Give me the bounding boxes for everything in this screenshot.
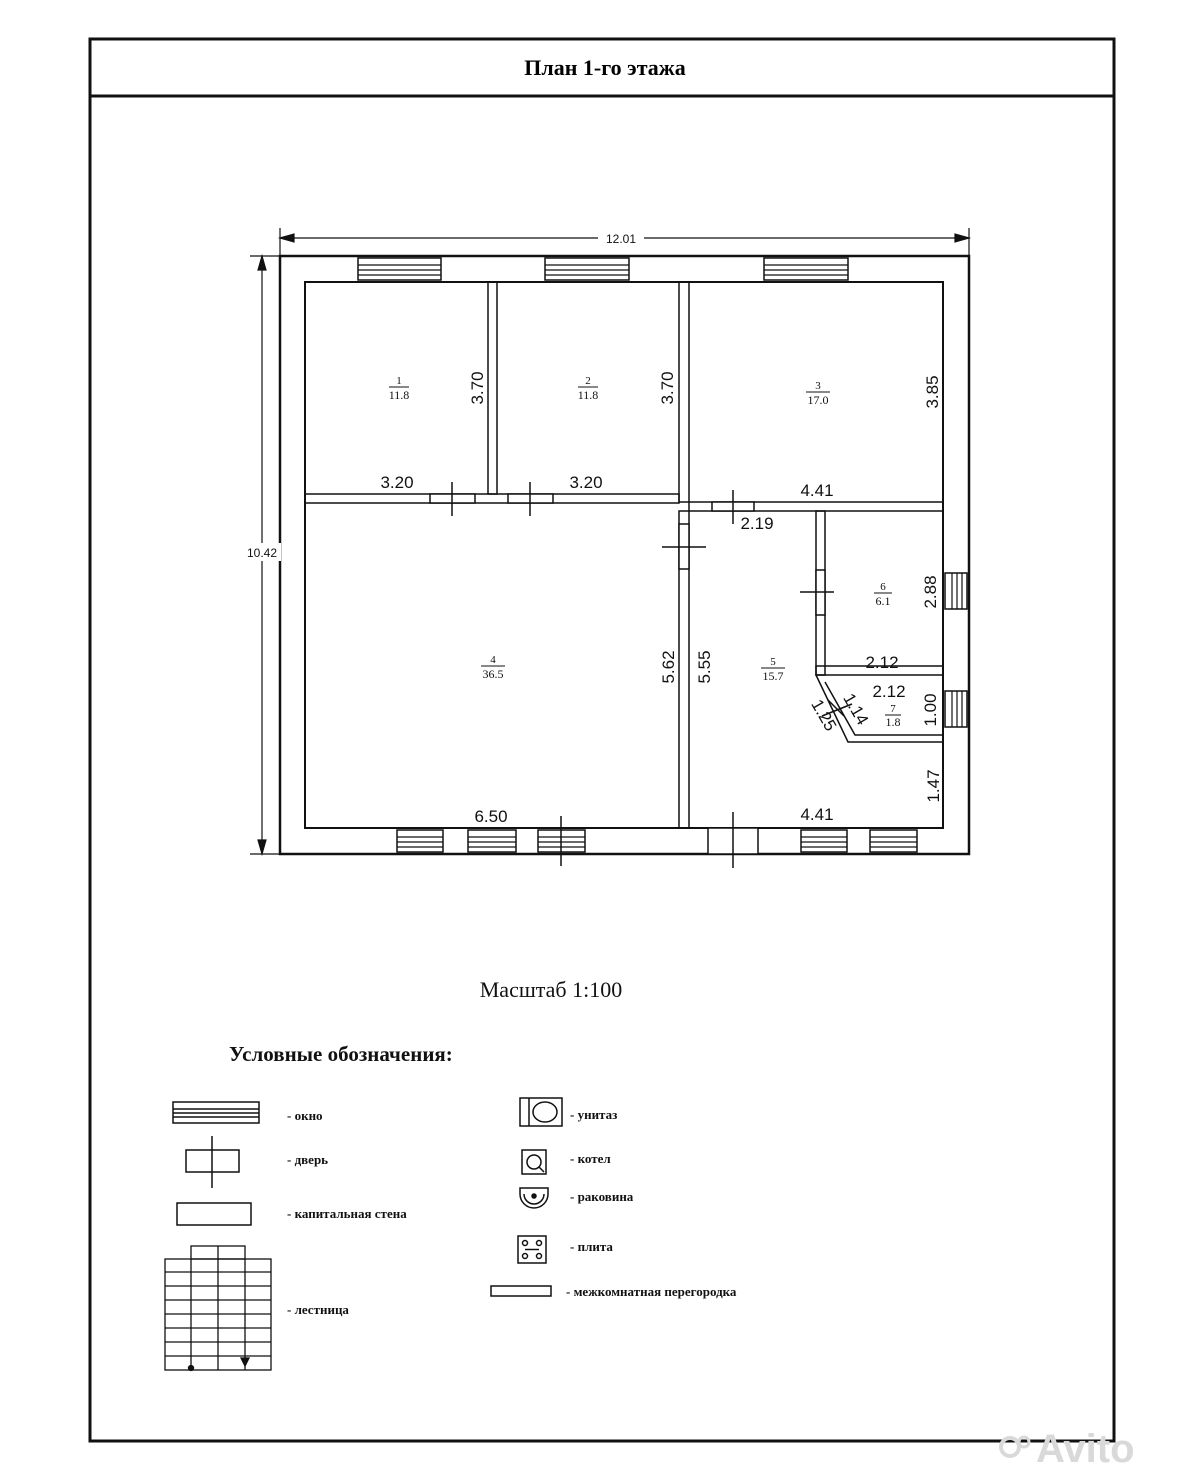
stove-icon [518, 1236, 546, 1263]
legend-label-boiler: - котел [570, 1151, 611, 1166]
door-icon [186, 1136, 239, 1188]
room7-width-label: 2.12 [872, 682, 906, 701]
room7-height-label: 1.00 [921, 693, 940, 727]
overall-width-label: 12.01 [605, 232, 637, 246]
page-title: План 1-го этажа [524, 55, 686, 80]
room3-width-label: 4.41 [800, 481, 834, 500]
window-right-1 [945, 573, 967, 609]
room-area: 15.7 [762, 669, 784, 683]
room-7-label [885, 703, 901, 729]
sheet-frame [90, 39, 1114, 1441]
stairs-icon [165, 1246, 271, 1371]
window-top-1 [358, 258, 441, 280]
door-room-1 [430, 482, 475, 516]
room-area: 17.0 [807, 393, 829, 407]
room-1-label [389, 375, 410, 402]
window-bottom-2 [468, 830, 516, 852]
window-bottom-4 [801, 830, 847, 852]
room-area: 36.5 [482, 667, 504, 681]
room-6-label [874, 581, 892, 608]
room2-width-label: 3.20 [569, 473, 603, 492]
east-lower-label: 1.47 [924, 769, 943, 803]
window-top-3 [764, 258, 848, 280]
room3-height-label: 3.85 [923, 375, 942, 409]
scale-label: Масштаб 1:100 [479, 977, 623, 1002]
room-number: 3 [815, 380, 821, 392]
capital-wall-icon [177, 1203, 251, 1225]
exterior-wall-outer [280, 256, 969, 854]
room-number: 4 [490, 654, 496, 666]
room-area: 11.8 [577, 388, 599, 402]
room6-height-label: 2.88 [921, 575, 940, 609]
legend-title: Условные обозначения: [229, 1042, 453, 1066]
window-right-2 [945, 691, 967, 727]
overall-height-label: 10.42 [246, 546, 278, 560]
window-icon [173, 1102, 259, 1123]
room6-width-label: 2.12 [865, 653, 899, 672]
window-top-2 [545, 258, 629, 280]
sink-icon [520, 1188, 548, 1208]
partition-2-3 [679, 282, 689, 502]
room7-diag-a-label: 1.14 [839, 690, 873, 729]
floor-plan [250, 228, 969, 868]
room-2-label [578, 375, 599, 402]
room4-width-label: 6.50 [474, 807, 508, 826]
room-number: 5 [770, 656, 776, 668]
toilet-icon [520, 1098, 562, 1126]
room2-height-label: 3.70 [658, 371, 677, 405]
corridor-top-label: 2.19 [740, 514, 774, 533]
room-number: 7 [890, 703, 896, 715]
room4-height-label: 5.62 [659, 650, 678, 684]
room-4-label [481, 654, 505, 681]
partition-1-2 [488, 282, 497, 494]
legend-label-door: - дверь [287, 1152, 329, 1167]
legend-label-stairs: - лестница [287, 1302, 349, 1317]
legend-label-partition: - межкомнатная перегородка [566, 1284, 737, 1299]
legend-label-stove: - плита [570, 1239, 613, 1254]
room-5-label [761, 656, 785, 683]
boiler-icon [522, 1150, 546, 1174]
room-area: 1.8 [885, 715, 901, 729]
window-bottom-5 [870, 830, 917, 852]
partition-icon [491, 1286, 551, 1296]
room-number: 2 [585, 375, 591, 387]
door-room-6 [800, 570, 834, 615]
room1-width-label: 3.20 [380, 473, 414, 492]
watermark-text: Avito [1036, 1427, 1135, 1471]
door-entrance [708, 812, 758, 868]
room-number: 6 [880, 581, 886, 593]
room-3-label [806, 380, 830, 407]
legend-label-sink: - раковина [570, 1189, 634, 1204]
legend-label-window: - окно [287, 1108, 323, 1123]
window-bottom-1 [397, 830, 443, 852]
room5-bottom-label: 4.41 [800, 805, 834, 824]
exterior-wall-inner [305, 282, 943, 828]
room7-diag-b-label: 1.25 [807, 696, 841, 735]
room-area: 6.1 [875, 594, 891, 608]
room-area: 11.8 [388, 388, 410, 402]
door-room-4 [662, 524, 706, 569]
door-room-2 [508, 482, 553, 516]
room-number: 1 [396, 375, 402, 387]
avito-watermark [1001, 1427, 1135, 1471]
legend-label-toilet: - унитаз [570, 1107, 618, 1122]
room1-height-label: 3.70 [468, 371, 487, 405]
partition-rooms-1-2-4 [305, 494, 679, 503]
room5-height-label: 5.55 [695, 650, 714, 684]
legend-label-capital-wall: - капитальная стена [287, 1206, 407, 1221]
